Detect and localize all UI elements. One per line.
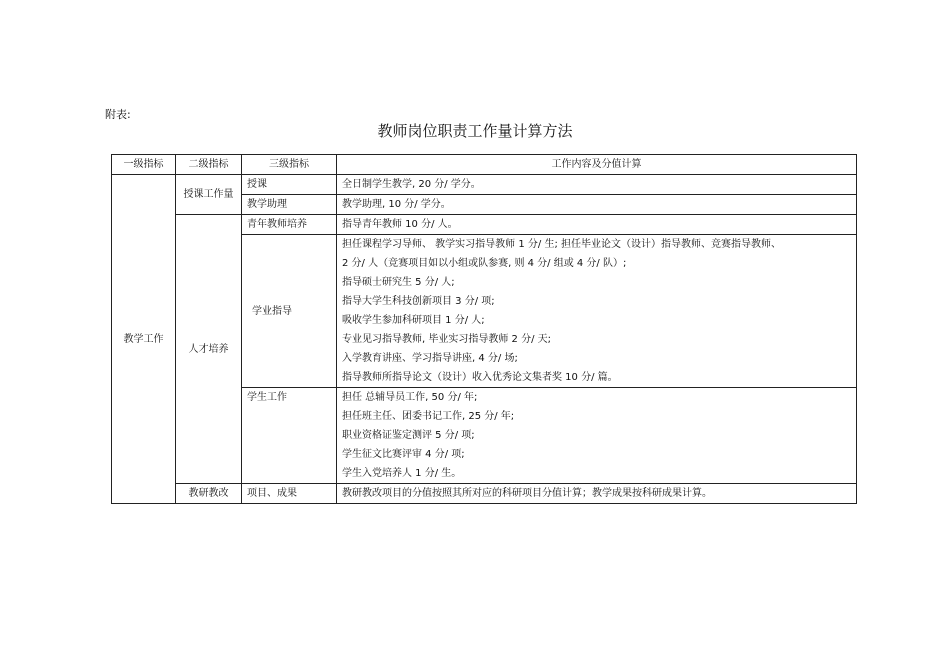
level1-teaching-work: 教学工作 — [112, 175, 176, 504]
workload-table — [111, 154, 857, 504]
content-line: 指导硕士研究生 5 分/ 人; — [342, 277, 455, 288]
content-line: 指导教师所指导论文（设计）收入优秀论文集者奖 10 分/ 篇。 — [342, 372, 618, 383]
content-line: 职业资格证鉴定测评 5 分/ 项; — [342, 430, 475, 441]
level3-projects-results: 项目、成果 — [242, 484, 337, 504]
header-content: 工作内容及分值计算 — [337, 155, 857, 175]
level3-teaching-assistant: 教学助理 — [242, 195, 337, 215]
table-row — [112, 175, 857, 195]
level3-young-teacher: 青年教师培养 — [242, 215, 337, 235]
header-level1: 一级指标 — [112, 155, 176, 175]
content-line: 学生入党培养人 1 分/ 生。 — [342, 468, 462, 479]
content-student-work — [337, 388, 857, 484]
content-line: 担任课程学习导师、 教学实习指导教师 1 分/ 生; 担任毕业论文（设计）指导教师、竞赛指导教师、 — [342, 239, 781, 250]
content-line: 吸收学生参加科研项目 1 分/ 人; — [342, 315, 485, 326]
content-academic-guidance — [337, 235, 857, 388]
content-line: 担任班主任、团委书记工作, 25 分/ 年; — [342, 411, 515, 422]
header-level2: 二级指标 — [176, 155, 242, 175]
level3-student-work: 学生工作 — [242, 388, 337, 484]
level3-lecture: 授课 — [242, 175, 337, 195]
content-line: 担任 总辅导员工作, 50 分/ 年; — [342, 392, 478, 403]
content-line: 专业见习指导教师, 毕业实习指导教师 2 分/ 天; — [342, 334, 551, 345]
content-line: 指导大学生科技创新项目 3 分/ 项; — [342, 296, 495, 307]
content-lecture: 全日制学生教学, 20 分/ 学分。 — [337, 175, 857, 195]
content-young-teacher: 指导青年教师 10 分/ 人。 — [337, 215, 857, 235]
table-row — [112, 215, 857, 235]
header-row — [112, 155, 857, 175]
level2-teaching-load: 授课工作量 — [176, 175, 242, 215]
level3-academic-guidance: 学业指导 — [242, 235, 337, 388]
content-line: 入学教育讲座、学习指导讲座, 4 分/ 场; — [342, 353, 518, 364]
table-row — [112, 484, 857, 504]
content-line: 2 分/ 人（竞赛项目如以小组或队参赛, 则 4 分/ 组或 4 分/ 队）; — [342, 258, 627, 269]
content-teaching-research: 教研教改项目的分值按照其所对应的科研项目分值计算；教学成果按科研成果计算。 — [337, 484, 857, 504]
header-level3: 三级指标 — [242, 155, 337, 175]
content-line: 学生征文比赛评审 4 分/ 项; — [342, 449, 465, 460]
page-title: 教师岗位职责工作量计算方法 — [377, 122, 573, 140]
content-teaching-assistant: 教学助理, 10 分/ 学分。 — [337, 195, 857, 215]
appendix-label: 附表: — [105, 108, 131, 121]
level2-teaching-research: 教研教改 — [176, 484, 242, 504]
level2-talent-cultivation: 人才培养 — [176, 215, 242, 484]
